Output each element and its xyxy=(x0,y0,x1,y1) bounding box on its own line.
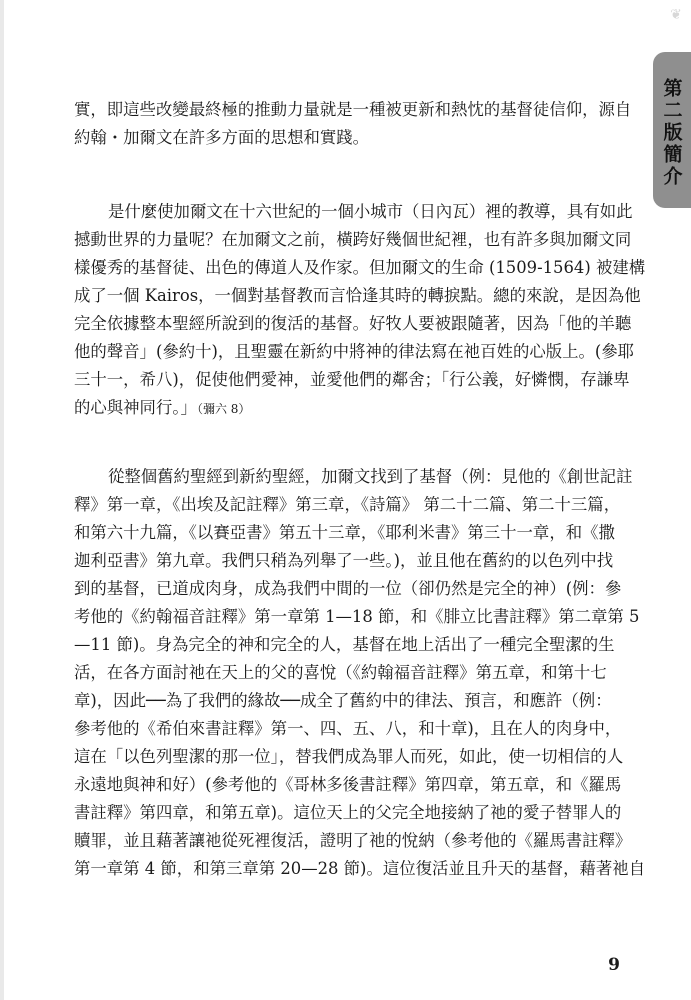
text-line: 到的基督，已道成肉身，成為我們中間的一位（卻仍然是完全的神）(例：參 xyxy=(74,579,622,598)
text-line: 三十一，希八)，促使他們愛神，並愛他們的鄰舍；「行公義，好憐憫，存謙卑 xyxy=(74,370,630,389)
text-line: 實，即這些改變最終極的推動力量就是一種被更新和熱忱的基督徒信仰，源自 xyxy=(74,100,632,119)
text-line: 第一章第 4 節，和第三章第 20—28 節)。這位復活並且升天的基督，藉著祂自 xyxy=(74,859,646,878)
text-line: 是什麼使加爾文在十六世紀的一個小城市（日內瓦）裡的教導，具有如此 xyxy=(108,202,633,221)
page-edge xyxy=(0,0,4,1000)
text-line: 參考他的《希伯來書註釋》第一、四、五、八，和十章)，且在人的肉身中， xyxy=(74,719,622,738)
text-line: 釋》第一章，《出埃及記註釋》第三章，《詩篇》 第二十二篇、第二十三篇， xyxy=(74,495,621,514)
text-line: 從整個舊約聖經到新約聖經，加爾文找到了基督（例：見他的《創世記註 xyxy=(108,467,633,486)
text-line: 約翰・加爾文在許多方面的思想和實踐。 xyxy=(74,128,370,147)
text-line-body: 的心與神同行。」 xyxy=(74,398,197,417)
paragraph-1 xyxy=(74,96,632,152)
text-line: 活，在各方面討祂在天上的父的喜悅（《約翰福音註釋》第五章，和第十七 xyxy=(74,663,607,682)
text-line: 書註釋》第四章，和第五章)。這位天上的父完全地接納了祂的愛子替罪人的 xyxy=(74,803,622,822)
page-body xyxy=(74,96,646,883)
text-line xyxy=(74,394,622,423)
text-line: 考他的《約翰福音註釋》第一章第 1—18 節，和《腓立比書註釋》第二章第 5 xyxy=(74,607,640,626)
paragraph-2 xyxy=(74,198,646,423)
page-number: 9 xyxy=(608,955,620,975)
text-line: 這在「以色列聖潔的那一位」，替我們成為罪人而死，如此，使一切相信的人 xyxy=(74,747,624,766)
text-line: 樣優秀的基督徒、出色的傳道人及作家。但加爾文的生命 (1509-1564) 被建構 xyxy=(74,258,646,277)
text-line: 完全依據整本聖經所說到的復活的基督。好牧人要被跟隨著，因為「他的羊聽 xyxy=(74,314,632,333)
text-line: —11 節)。身為完全的神和完全的人，基督在地上活出了一種完全聖潔的生 xyxy=(74,635,615,654)
chapter-tab: 第二版簡介 xyxy=(653,52,691,208)
corner-flourish-icon: ❦ xyxy=(670,7,682,23)
text-line: 和第六十九篇，《以賽亞書》第五十三章，《耶利米書》第三十一章，和《撒 xyxy=(74,523,615,542)
text-line: 成了一個 Kairos，一個對基督教而言恰逢其時的轉捩點。總的來說，是因為他 xyxy=(74,286,641,305)
scripture-reference: （彌六 8） xyxy=(196,402,251,416)
text-line: 他的聲音」(參約十)，且聖靈在新約中將神的律法寫在祂百姓的心版上。(參耶 xyxy=(74,342,635,361)
text-line: 贖罪，並且藉著讓祂從死裡復活，證明了祂的悅納（參考他的《羅馬書註釋》 xyxy=(74,831,632,850)
paragraph-3 xyxy=(74,463,646,883)
text-line: 撼動世界的力量呢？在加爾文之前，橫跨好幾個世紀裡，也有許多與加爾文同 xyxy=(74,230,632,249)
text-line: 迦利亞書》第九章。我們只稍為列舉了一些。)，並且他在舊約的以色列中找 xyxy=(74,551,614,570)
text-line: 章)，因此──為了我們的緣故──成全了舊約中的律法、預言，和應許（例： xyxy=(74,691,612,710)
text-line: 永遠地與神和好）(參考他的《哥林多後書註釋》第四章，第五章，和《羅馬 xyxy=(74,775,622,794)
